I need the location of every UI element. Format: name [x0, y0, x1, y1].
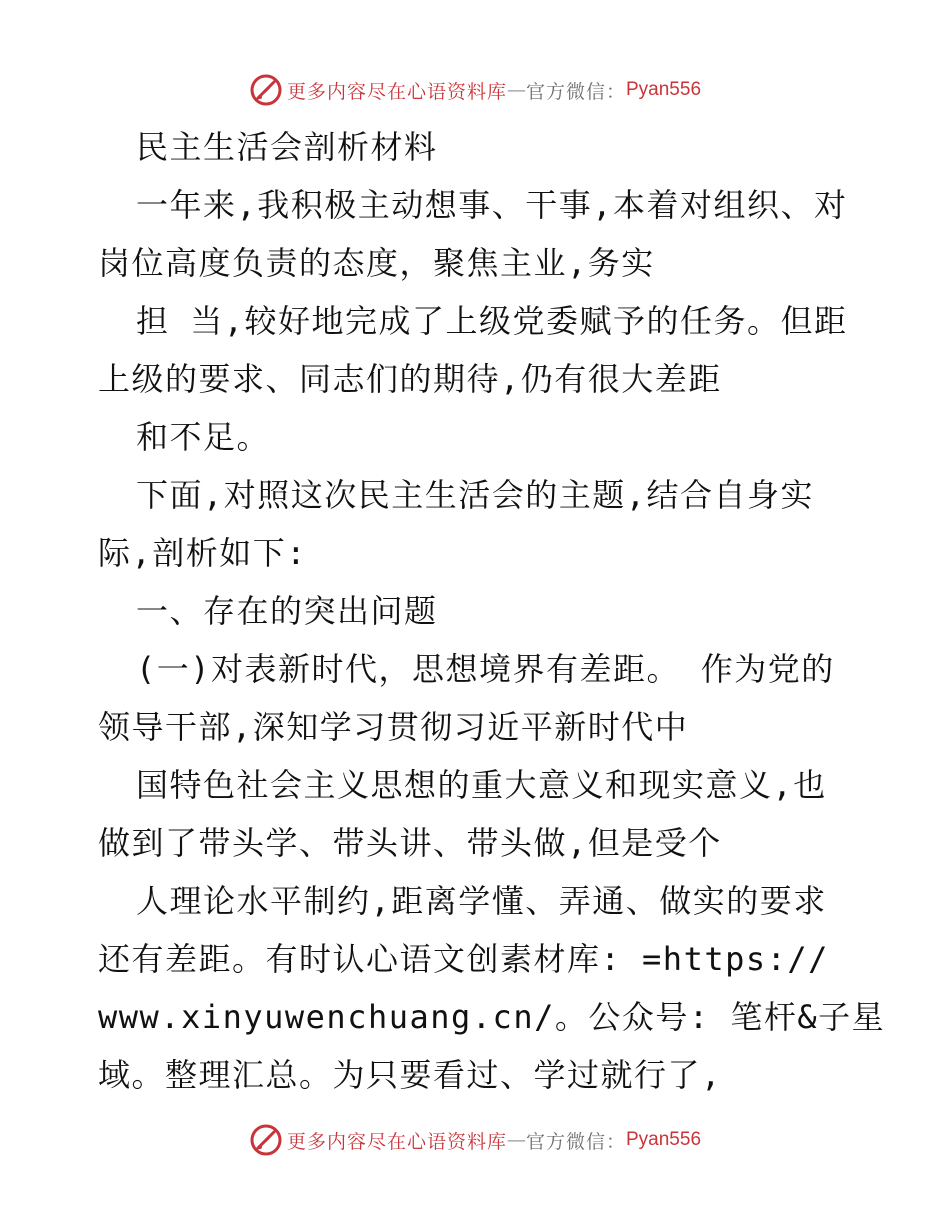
text-line: 做到了带头学、带头讲、带头做,但是受个 [98, 824, 722, 862]
document-body [98, 118, 886, 1104]
watermark-wechat-id: Pyan556 [626, 1129, 702, 1150]
text-line: 还有差距。有时认心语文创素材库: =https:// [98, 940, 829, 978]
watermark-wechat-label: 官方微信： [525, 80, 626, 103]
text-line: 一年来,我积极主动想事、干事,本着对组织、对 [136, 186, 848, 224]
quill-logo-icon [249, 73, 283, 107]
quill-logo-icon [249, 1123, 283, 1157]
text-line: 领导干部,深知学习贯彻习近平新时代中 [98, 708, 689, 746]
subsection-heading: (一)对表新时代，思想境界有差距。 作为党的 [136, 650, 835, 688]
document-title: 民主生活会剖析材料 [136, 128, 438, 166]
text-line: 岗位高度负责的态度，聚焦主业,务实 [98, 244, 655, 282]
watermark-separator: — [506, 79, 526, 101]
text-line: 际,剖析如下: [98, 534, 308, 572]
watermark-text: 更多内容尽在心语资料库 [286, 80, 507, 103]
watermark-wechat-id: Pyan556 [626, 79, 702, 100]
text-line: 下面,对照这次民主生活会的主题,结合自身实 [136, 476, 815, 514]
watermark-banner-top [0, 70, 950, 110]
text-line: www.xinyuwenchuang.cn/。公众号: 笔杆&子星 [98, 998, 886, 1036]
watermark-text: 更多内容尽在心语资料库 [286, 1130, 507, 1153]
watermark-wechat-label: 官方微信： [525, 1130, 626, 1153]
text-line: 人理论水平制约,距离学懂、弄通、做实的要求 [136, 882, 827, 920]
section-heading: 一、存在的突出问题 [136, 592, 438, 630]
text-line: 上级的要求、同志们的期待,仍有很大差距 [98, 360, 722, 398]
text-line: 国特色社会主义思想的重大意义和现实意义,也 [136, 766, 827, 804]
watermark-separator: — [506, 1129, 526, 1151]
watermark-banner-bottom [0, 1120, 950, 1160]
text-line: 担 当,较好地完成了上级党委赋予的任务。但距 [136, 302, 848, 340]
text-line: 域。整理汇总。为只要看过、学过就行了, [98, 1056, 722, 1094]
text-line: 和不足。 [136, 418, 271, 456]
